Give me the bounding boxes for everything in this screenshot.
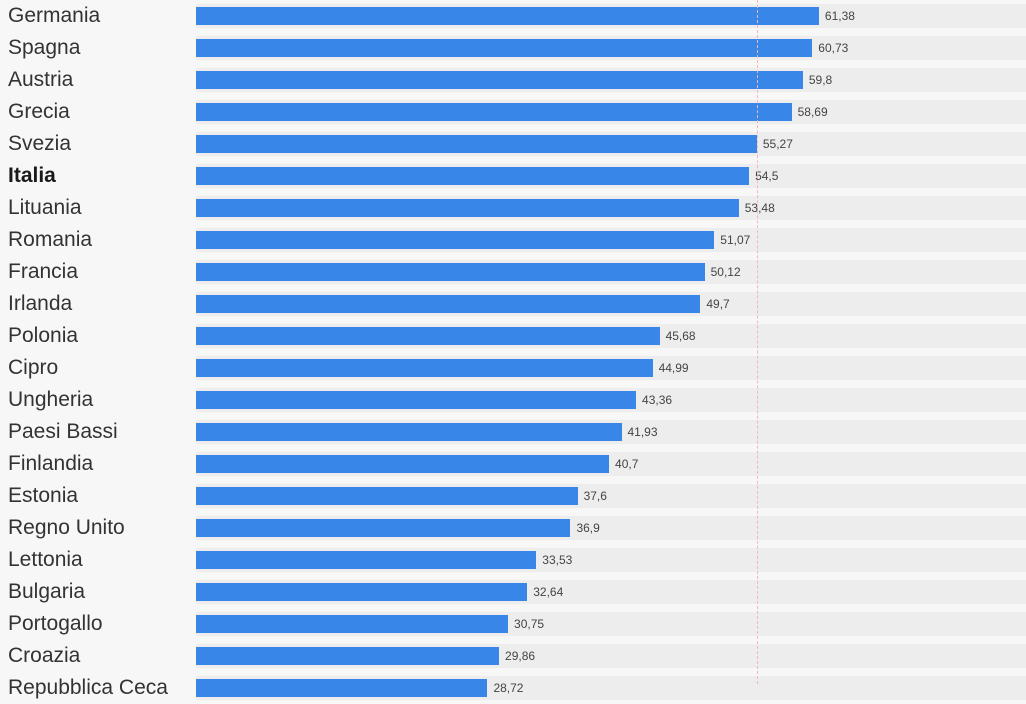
- bar-value-label: 44,99: [658, 361, 689, 375]
- bar-track: [196, 352, 1026, 384]
- bar-track: [196, 128, 1026, 160]
- category-label: Polonia: [8, 324, 79, 347]
- chart-row: [0, 256, 1026, 288]
- category-label: Francia: [8, 260, 79, 283]
- bar-value-label: 37,6: [583, 489, 607, 503]
- bar-track: [196, 160, 1026, 192]
- bar[interactable]: [196, 423, 622, 441]
- category-label: Spagna: [8, 36, 81, 59]
- bar-track: [196, 608, 1026, 640]
- category-label: Grecia: [8, 100, 70, 123]
- category-label: Austria: [8, 68, 74, 91]
- bar[interactable]: [196, 679, 487, 697]
- bar-track: [196, 448, 1026, 480]
- chart-row: [0, 32, 1026, 64]
- chart-row: [0, 608, 1026, 640]
- category-label: Croazia: [8, 644, 81, 667]
- bar[interactable]: [196, 295, 700, 313]
- category-label: Regno Unito: [8, 516, 125, 539]
- bar-value-label: 50,12: [710, 265, 741, 279]
- bar-value-label: 36,9: [576, 521, 600, 535]
- bar[interactable]: [196, 583, 527, 601]
- bar-value-label: 51,07: [720, 233, 751, 247]
- bar[interactable]: [196, 359, 653, 377]
- bar[interactable]: [196, 231, 714, 249]
- bar-track: [196, 32, 1026, 64]
- chart-row: [0, 416, 1026, 448]
- category-label: Irlanda: [8, 292, 73, 315]
- category-label: Portogallo: [8, 612, 103, 635]
- category-label: Lettonia: [8, 548, 83, 571]
- chart-row: [0, 640, 1026, 672]
- chart-row: [0, 0, 1026, 32]
- bar-value-label: 59,8: [808, 73, 833, 87]
- bar[interactable]: [196, 199, 739, 217]
- chart-row: [0, 224, 1026, 256]
- category-label: Lituania: [8, 196, 82, 219]
- bar-value-label: 61,38: [824, 9, 855, 23]
- bar-value-label: 30,75: [514, 617, 545, 631]
- chart-row: [0, 672, 1026, 704]
- bar[interactable]: [196, 135, 757, 153]
- bar-value-label: 49,7: [706, 297, 730, 311]
- bar-value-label: 33,53: [542, 553, 573, 567]
- bar-value-label: 45,68: [665, 329, 696, 343]
- bar-track: [196, 640, 1026, 672]
- chart-row: [0, 480, 1026, 512]
- bar[interactable]: [196, 647, 499, 665]
- bar-value-label: 40,7: [615, 457, 639, 471]
- bar-track: [196, 384, 1026, 416]
- bar[interactable]: [196, 487, 578, 505]
- category-label: Paesi Bassi: [8, 420, 118, 443]
- bar-value-label: 28,72: [493, 681, 524, 695]
- bar[interactable]: [196, 615, 508, 633]
- chart-row: [0, 544, 1026, 576]
- category-label: Repubblica Ceca: [8, 676, 168, 699]
- chart-row: [0, 320, 1026, 352]
- bar-track: [196, 480, 1026, 512]
- bar-value-label: 29,86: [505, 649, 536, 663]
- category-label: Bulgaria: [8, 580, 86, 603]
- chart-row: [0, 160, 1026, 192]
- chart-row: [0, 288, 1026, 320]
- category-label: Finlandia: [8, 452, 94, 475]
- bar-value-label: 41,93: [627, 425, 658, 439]
- bar[interactable]: [196, 263, 705, 281]
- bar-value-label: 58,69: [797, 105, 828, 119]
- bar[interactable]: [196, 7, 819, 25]
- bar[interactable]: [196, 327, 660, 345]
- category-label: Germania: [8, 4, 101, 27]
- bar-value-label: 43,36: [642, 393, 673, 407]
- chart-row: [0, 576, 1026, 608]
- bar[interactable]: [196, 167, 749, 185]
- bar-track: [196, 512, 1026, 544]
- bar-value-label: 55,27: [762, 137, 793, 151]
- category-label: Italia: [8, 164, 56, 187]
- chart-row: [0, 448, 1026, 480]
- category-label: Cipro: [8, 356, 59, 379]
- category-label: Svezia: [8, 132, 72, 155]
- chart-row: [0, 512, 1026, 544]
- chart-row: [0, 96, 1026, 128]
- category-label: Romania: [8, 228, 93, 251]
- bar-track: [196, 96, 1026, 128]
- bar[interactable]: [196, 551, 536, 569]
- bar-track: [196, 576, 1026, 608]
- chart-row: [0, 128, 1026, 160]
- chart-row: [0, 384, 1026, 416]
- bar-track: [196, 192, 1026, 224]
- bar-track: [196, 0, 1026, 32]
- bar-value-label: 32,64: [533, 585, 564, 599]
- bar-track: [196, 224, 1026, 256]
- bar-track: [196, 256, 1026, 288]
- category-label: Ungheria: [8, 388, 94, 411]
- bar[interactable]: [196, 455, 609, 473]
- bar-track: [196, 544, 1026, 576]
- bar[interactable]: [196, 519, 570, 537]
- bar-track: [196, 416, 1026, 448]
- bar-track: [196, 288, 1026, 320]
- category-label: Estonia: [8, 484, 79, 507]
- bar-value-label: 54,5: [755, 169, 779, 183]
- bar[interactable]: [196, 71, 803, 89]
- bar[interactable]: [196, 103, 792, 121]
- chart-row: [0, 64, 1026, 96]
- bar-track: [196, 672, 1026, 704]
- bar-value-label: 60,73: [818, 41, 849, 55]
- chart-row: [0, 192, 1026, 224]
- bar[interactable]: [196, 391, 636, 409]
- bar[interactable]: [196, 39, 812, 57]
- bar-value-label: 53,48: [744, 201, 775, 215]
- bar-track: [196, 64, 1026, 96]
- chart-row: [0, 352, 1026, 384]
- bar-track: [196, 320, 1026, 352]
